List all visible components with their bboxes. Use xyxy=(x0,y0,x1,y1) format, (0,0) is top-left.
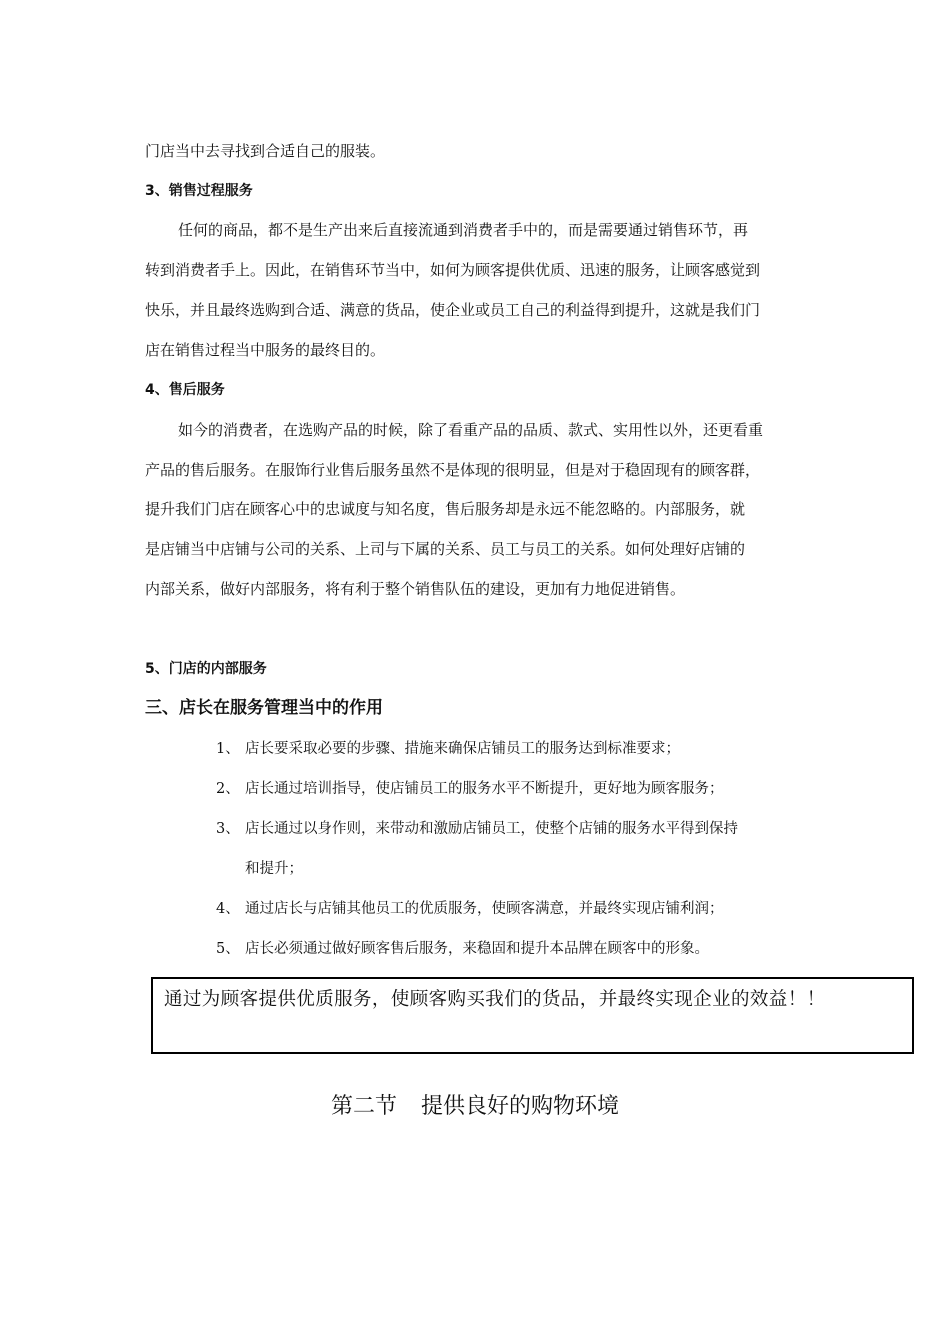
sales-paragraph-line: 快乐，并且最终选购到合适、满意的货品，使企业或员工自己的利益得到提升，这就是我们门 xyxy=(145,301,761,319)
list-number: 1、 xyxy=(216,741,240,757)
after-sales-paragraph-line: 产品的售后服务。在服饰行业售后服务虽然不是体现的很明显，但是对于稳固现有的顾客群， xyxy=(145,461,761,479)
list-text: 通过店长与店铺其他员工的优质服务，使顾客满意，并最终实现店铺利润； xyxy=(245,901,724,917)
section-number: 第二节 xyxy=(330,1094,397,1119)
highlight-box-text: 通过为顾客提供优质服务，使顾客购买我们的货品，并最终实现企业的效益！！ xyxy=(164,989,826,1010)
section-title xyxy=(0,1092,950,1122)
heading-internal-service: 5、门店的内部服务 xyxy=(145,661,267,677)
list-text: 店长通过以身作则，来带动和激励店铺员工，使整个店铺的服务水平得到保持 xyxy=(245,821,738,837)
heading-manager-role: 三、店长在服务管理当中的作用 xyxy=(145,698,383,718)
list-text: 店长通过培训指导，使店铺员工的服务水平不断提升，更好地为顾客服务； xyxy=(245,781,724,797)
list-number: 2、 xyxy=(216,781,240,797)
after-sales-paragraph-line: 内部关系，做好内部服务，将有利于整个销售队伍的建设，更加有力地促进销售。 xyxy=(145,580,686,598)
after-sales-paragraph-line: 提升我们门店在顾客心中的忠诚度与知名度，售后服务却是永远不能忽略的。内部服务，就 xyxy=(145,500,746,518)
sales-paragraph-line: 任何的商品，都不是生产出来后直接流通到消费者手中的，而是需要通过销售环节，再 xyxy=(178,221,749,239)
section-heading: 提供良好的购物环境 xyxy=(421,1094,620,1119)
paragraph-continuation: 门店当中去寻找到合适自己的服装。 xyxy=(145,142,386,160)
sales-paragraph-line: 店在销售过程当中服务的最终目的。 xyxy=(145,341,386,359)
list-text: 和提升； xyxy=(245,861,303,877)
after-sales-paragraph-line: 是店铺当中店铺与公司的关系、上司与下属的关系、员工与员工的关系。如何处理好店铺的 xyxy=(145,540,746,558)
list-text: 店长必须通过做好顾客售后服务，来稳固和提升本品牌在顾客中的形象。 xyxy=(245,941,709,957)
list-number: 4、 xyxy=(216,901,240,917)
list-number: 5、 xyxy=(216,941,240,957)
list-number: 3、 xyxy=(216,821,240,837)
sales-paragraph-line: 转到消费者手上。因此，在销售环节当中，如何为顾客提供优质、迅速的服务，让顾客感觉到 xyxy=(145,261,761,279)
heading-sales-service: 3、销售过程服务 xyxy=(145,183,253,199)
heading-after-sales: 4、售后服务 xyxy=(145,382,225,398)
after-sales-paragraph-line: 如今的消费者，在选购产品的时候，除了看重产品的品质、款式、实用性以外，还更看重 xyxy=(178,421,764,439)
highlight-box xyxy=(151,977,914,1054)
list-text: 店长要采取必要的步骤、措施来确保店铺员工的服务达到标准要求； xyxy=(245,741,680,757)
